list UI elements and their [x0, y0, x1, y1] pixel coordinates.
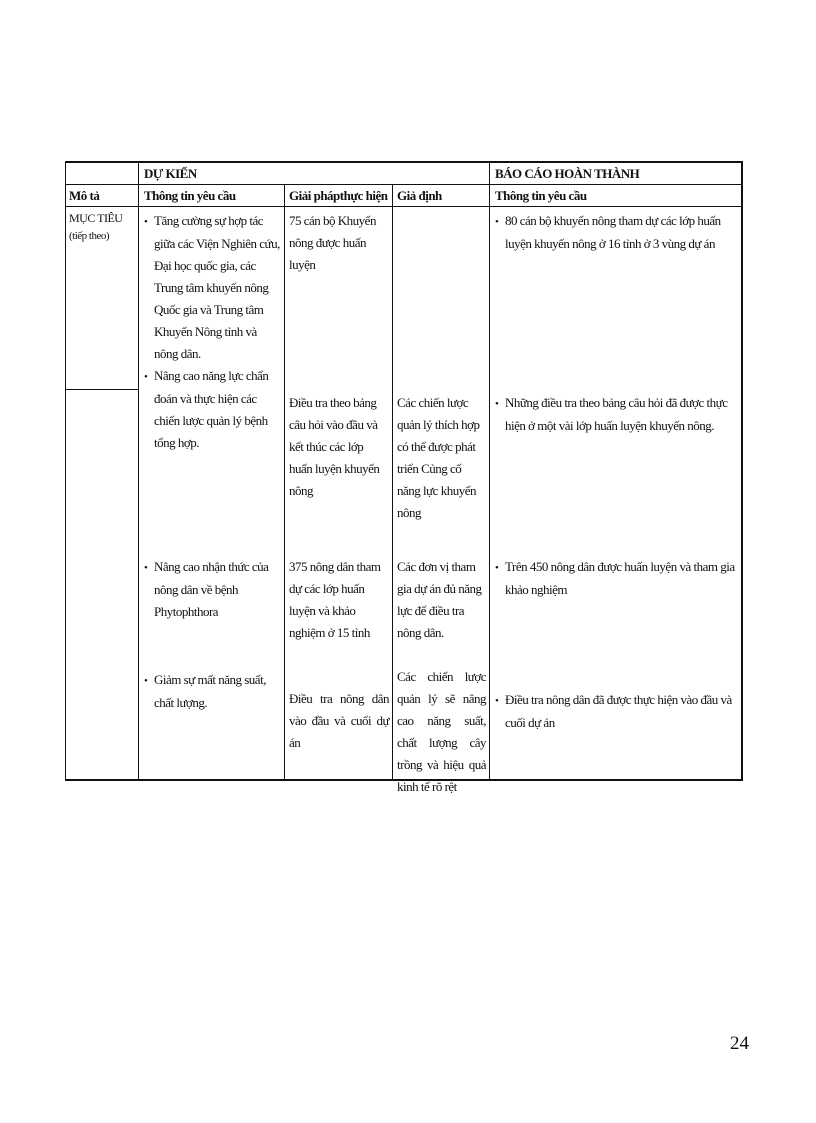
col-divider	[284, 184, 285, 781]
required-info-item: • Nâng cao nhận thức của nông dân về bệnh Phytophthora	[144, 556, 282, 623]
report-item: • Trên 450 nông dân được huấn luyện và tham gia khảo nghiệm	[495, 556, 741, 601]
table-border-left	[65, 161, 66, 781]
row-divider	[65, 389, 138, 390]
objective-label: MỤC TIÊU	[69, 211, 123, 225]
required-info-item: • Tăng cường sự hợp tác giữa các Viện Nghiên cứu, Đại học quốc gia, các Trung tâm khuyến nông Quốc gia và Trung tâm Khuyến Nông tỉnh và nông dân.	[144, 210, 282, 365]
col-header-report-info: Thông tin yêu cầu	[495, 188, 587, 203]
solution-cell: 375 nông dân tham dự các lớp huấn luyện và khảo nghiệm ở 15 tỉnh	[289, 559, 381, 640]
assumption-cell: Các chiến lược quản lý sẽ nâng cao năng suất, chất lượng cây trồng và hiệu quả kinh tế rõ rệt	[397, 669, 486, 794]
solution-cell: Điều tra nông dân vào đầu và cuối dự án	[289, 691, 389, 750]
required-info-item: • Nâng cao năng lực chẩn đoán và thực hiện các chiến lược quản lý bệnh tổng hợp.	[144, 365, 282, 454]
col-header-solution: Giải phápthực hiện	[289, 188, 388, 203]
header-completion-report: BÁO CÁO HOÀN THÀNH	[495, 166, 640, 181]
report-item: • Những điều tra theo bảng câu hỏi đã được thực hiện ở một vài lớp huấn luyện khuyến nông.	[495, 392, 749, 437]
report-item: • Điều tra nông dân đã được thực hiện vào đầu và cuối dự án	[495, 689, 741, 734]
required-info-item: • Giảm sự mất năng suất, chất lượng.	[144, 669, 282, 714]
required-info-column-top	[144, 210, 282, 454]
objective-sub: (tiếp theo)	[69, 230, 110, 242]
page-number: 24	[730, 1033, 749, 1054]
objective-block	[69, 210, 135, 244]
col-divider	[138, 161, 139, 781]
col-header-required-info: Thông tin yêu cầu	[144, 188, 236, 203]
solution-cell: 75 cán bộ Khuyến nông được huấn luyện	[289, 213, 376, 272]
report-column-bottom	[495, 556, 741, 734]
solution-column-bottom	[289, 556, 389, 754]
assumption-cell: Các chiến lược quản lý thích hợp có thể được phát triển Củng cố năng lực khuyến nông	[397, 395, 480, 520]
assumption-cell: Các đơn vị tham gia dự án đủ năng lực để điều tra nông dân.	[397, 559, 482, 640]
header-planned: DỰ KIẾN	[144, 166, 197, 181]
col-divider	[392, 184, 393, 781]
required-info-column-bottom	[144, 556, 282, 714]
report-item: • 80 cán bộ khuyến nông tham dự các lớp huấn luyện khuyến nông ở 16 tỉnh ở 3 vùng dự án	[495, 210, 749, 255]
col-divider	[489, 161, 490, 781]
solution-cell: Điều tra theo bảng câu hỏi vào đầu và kết thúc các lớp huấn luyện khuyến nông	[289, 395, 380, 498]
col-header-description: Mô tả	[69, 188, 100, 203]
col-header-assumption: Giả định	[397, 188, 442, 203]
assumption-column-bottom	[397, 556, 486, 798]
